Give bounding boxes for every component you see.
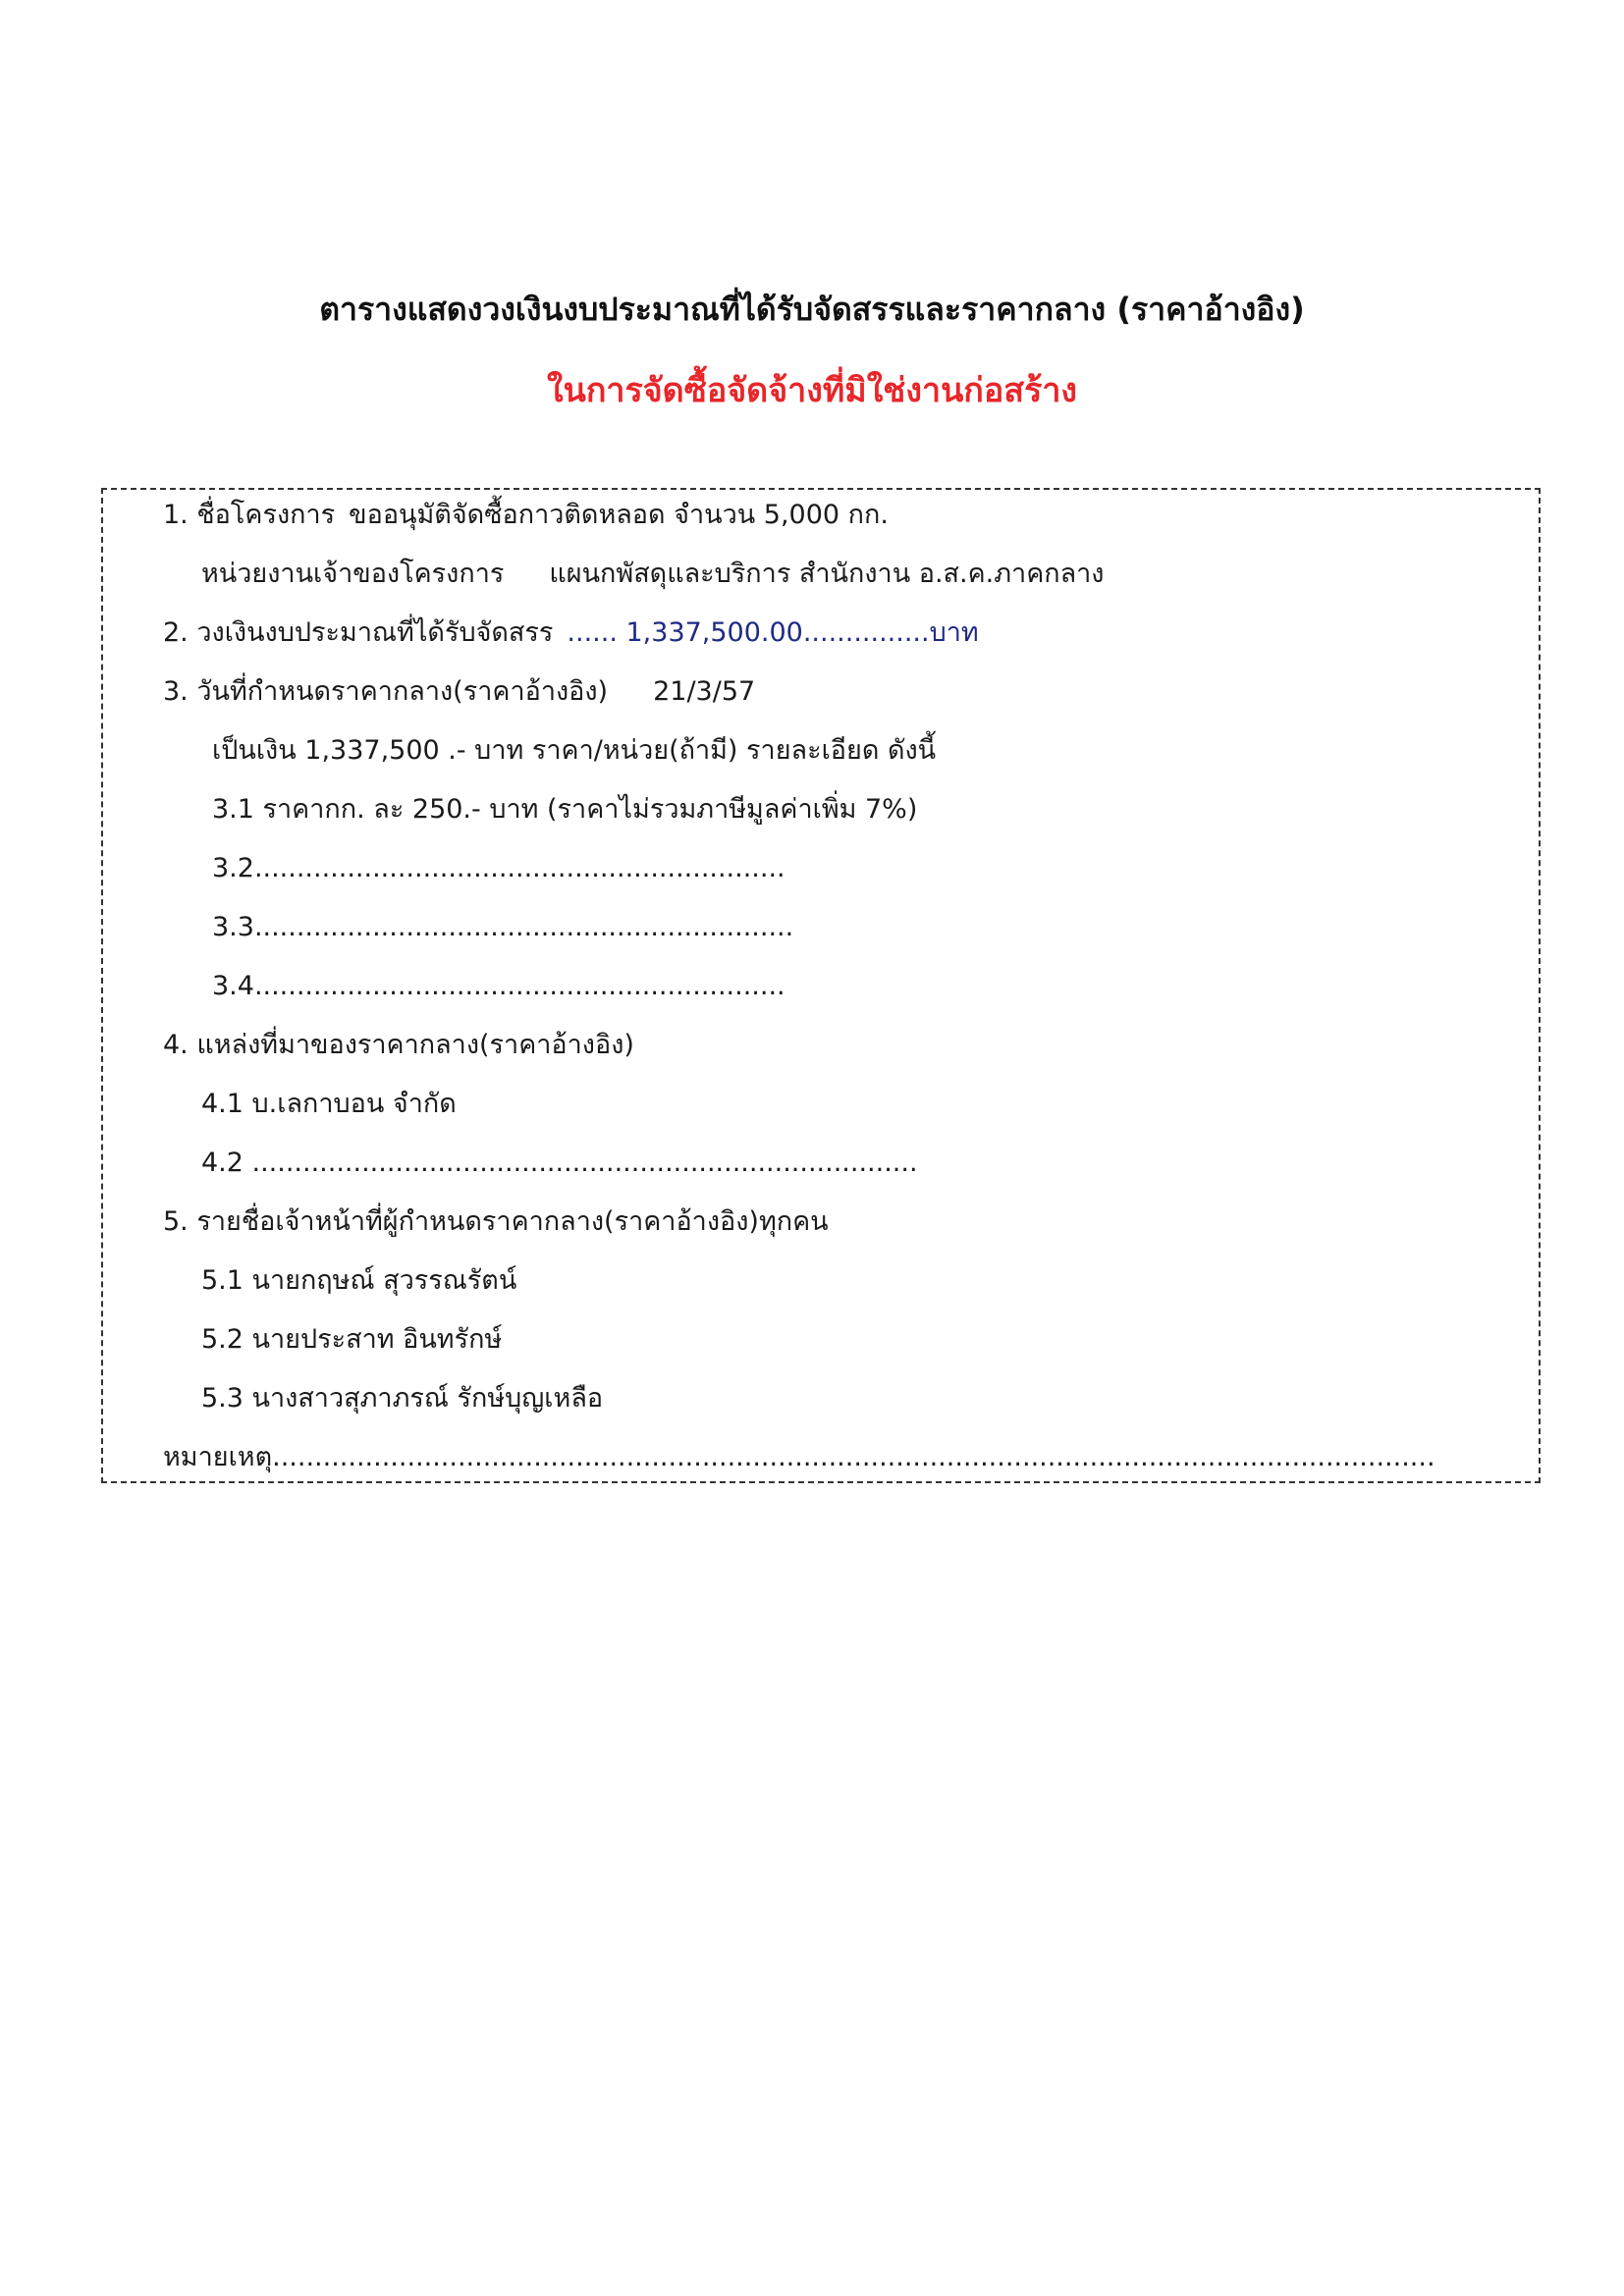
item-1-owner-line bbox=[201, 561, 1105, 587]
budget-label: 2. วงเงินงบประมาณที่ได้รับจัดสรร bbox=[163, 617, 554, 648]
amount-line: เป็นเงิน 1,337,500 .- บาท ราคา/หน่วย(ถ้ามี) รายละเอียด ดังนี้ bbox=[212, 735, 937, 766]
item-1-line bbox=[163, 502, 889, 528]
page-title: ตารางแสดงวงเงินงบประมาณที่ได้รับจัดสรรและราคากลาง (ราคาอ้างอิง) bbox=[319, 291, 1305, 328]
sub-item-3-4: 3.4............................................................... bbox=[212, 971, 785, 1001]
sub-item-3-2: 3.2............................................................... bbox=[212, 853, 785, 883]
item-3-line bbox=[163, 678, 755, 705]
project-name-value: ขออนุมัติจัดซื้อกาวติดหลอด จำนวน 5,000 กก. bbox=[349, 500, 889, 530]
ref-date-label: 3. วันที่กำหนดราคากลาง(ราคาอ้างอิง) bbox=[163, 676, 609, 707]
sub-item-5-2: 5.2 นายประสาท อินทรักษ์ bbox=[201, 1324, 503, 1355]
sub-item-4-1: 4.1 บ.เลกาบอน จำกัด bbox=[201, 1089, 457, 1119]
remark-line: หมายเหตุ.......................................................................................................................................... bbox=[163, 1442, 1435, 1472]
ref-date-value: 21/3/57 bbox=[653, 676, 756, 707]
sub-item-4-2: 4.2 ............................................................................... bbox=[201, 1148, 918, 1178]
project-name-label: 1. ชื่อโครงการ bbox=[163, 500, 336, 530]
sub-item-3-1: 3.1 ราคากก. ละ 250.- บาท (ราคาไม่รวมภาษีมูลค่าเพิ่ม 7%) bbox=[212, 794, 918, 825]
page-subtitle: ในการจัดซื้อจัดจ้างที่มิใช่งานก่อสร้าง bbox=[546, 371, 1078, 410]
sub-item-5-1: 5.1 นายกฤษณ์ สุวรรณรัตน์ bbox=[201, 1265, 517, 1296]
sub-item-5-3: 5.3 นางสาวสุภาภรณ์ รักษ์บุญเหลือ bbox=[201, 1383, 604, 1414]
sub-item-3-3: 3.3................................................................ bbox=[212, 912, 794, 942]
item-5-line: 5. รายชื่อเจ้าหน้าที่ผู้กำหนดราคากลาง(ราคาอ้างอิง)ทุกคน bbox=[163, 1206, 829, 1237]
item-4-line: 4. แหล่งที่มาของราคากลาง(ราคาอ้างอิง) bbox=[163, 1030, 634, 1060]
item-2-line bbox=[163, 619, 979, 646]
owner-label: หน่วยงานเจ้าของโครงการ bbox=[201, 559, 505, 589]
budget-value: ...... 1,337,500.00...............บาท bbox=[567, 617, 979, 648]
owner-value: แผนกพัสดุและบริการ สำนักงาน อ.ส.ค.ภาคกลาง bbox=[549, 559, 1105, 589]
